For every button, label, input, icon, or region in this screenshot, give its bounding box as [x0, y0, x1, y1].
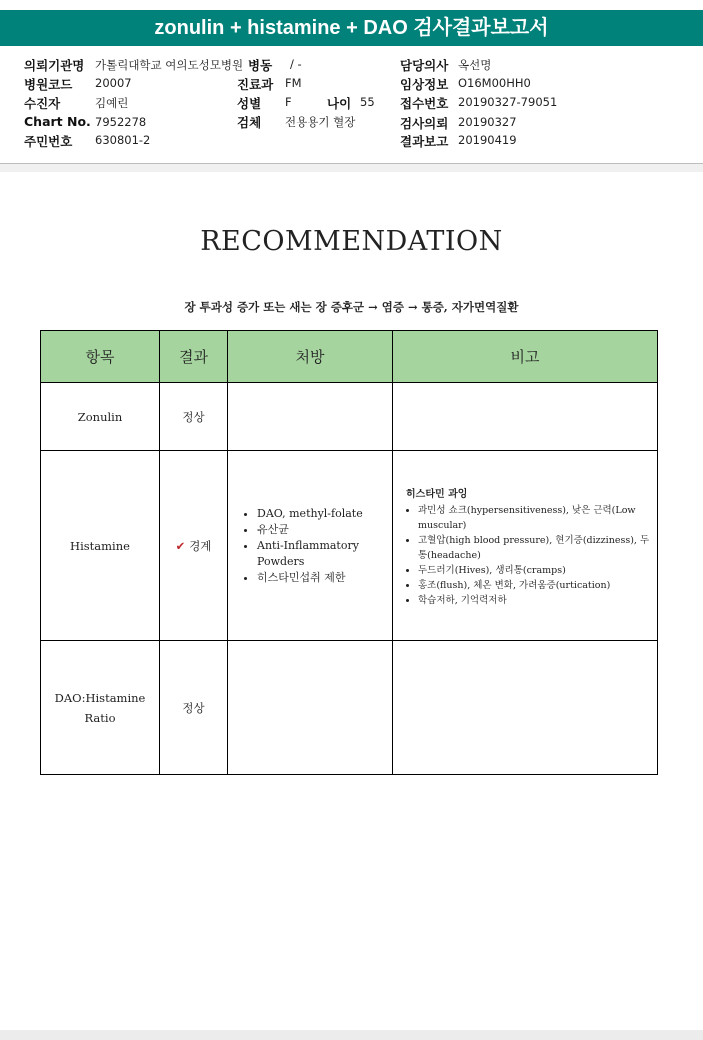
patient-info-panel [0, 52, 703, 164]
list-item: • 홍조(flush), 체온 변화, 가려움증(urtication) [418, 578, 652, 593]
institution-label: 의뢰기관명 [24, 58, 85, 73]
ward-label: 병동 [248, 58, 273, 73]
check-icon: ✔ [175, 538, 186, 553]
notes-cell [393, 641, 658, 775]
result-cell [160, 451, 228, 641]
column-header-notes: 비고 [393, 331, 658, 383]
specimen-label: 검체 [237, 115, 262, 130]
report-title: zonulin + histamine + DAO 검사결과보고서 [0, 10, 703, 46]
list-item: • 학습저하, 기억력저하 [418, 593, 652, 608]
item-cell: DAO:Histamine Ratio [41, 641, 160, 775]
result-cell: 정상 [160, 641, 228, 775]
table-header-row [41, 331, 658, 383]
doctor-label: 담당의사 [400, 58, 449, 73]
prescription-cell [228, 451, 393, 641]
list-item: • 히스타민섭취 제한 [257, 570, 391, 586]
age-label: 나이 [327, 96, 352, 111]
page-gap-band [0, 164, 703, 172]
recommendation-table [40, 330, 658, 775]
chart-no-value: 7952278 [95, 115, 147, 129]
table-row-histamine [41, 451, 658, 641]
request-date-value: 20190327 [458, 115, 517, 129]
list-item: • 두드러기(Hives), 생리통(cramps) [418, 563, 652, 578]
notes-list [394, 503, 656, 608]
prescription-cell [228, 641, 393, 775]
request-date-label: 검사의뢰 [400, 116, 449, 131]
prescription-list [229, 506, 391, 586]
notes-cell [393, 383, 658, 451]
receipt-no-label: 접수번호 [400, 96, 449, 111]
institution-value: 가톨릭대학교 여의도성모병원 [95, 58, 244, 72]
hospital-code-label: 병원코드 [24, 77, 73, 92]
age-value: 55 [360, 95, 375, 109]
examinee-value: 김예린 [95, 96, 129, 110]
list-item: • 고혈압(high blood pressure), 현기증(dizziness), 두통(headache) [418, 533, 652, 563]
list-item: • 유산균 [257, 522, 391, 538]
specimen-value: 전용용기 혈장 [285, 115, 356, 129]
hospital-code-value: 20007 [95, 76, 132, 90]
department-value: FM [285, 76, 302, 90]
item-cell: Histamine [41, 451, 160, 641]
result-value: 경계 [189, 538, 212, 553]
item-cell: Zonulin [41, 383, 160, 451]
examinee-label: 수진자 [24, 96, 61, 111]
recommendation-heading: RECOMMENDATION [200, 226, 503, 257]
table-row-zonulin [41, 383, 658, 451]
column-header-prescription: 처방 [228, 331, 393, 383]
recommendation-subtitle: 장 투과성 증가 또는 새는 장 증후군 → 염증 → 통증, 자가면역질환 [184, 300, 519, 314]
column-header-result: 결과 [160, 331, 228, 383]
id-no-value: 630801-2 [95, 133, 151, 147]
table-row-dao-ratio [41, 641, 658, 775]
list-item: • 과민성 쇼크(hypersensitiveness), 낮은 근력(Low muscular) [418, 503, 652, 533]
list-item: • DAO, methyl-folate [257, 506, 391, 522]
receipt-no-value: 20190327-79051 [458, 95, 558, 109]
result-cell: 정상 [160, 383, 228, 451]
prescription-cell [228, 383, 393, 451]
notes-cell [393, 451, 658, 641]
clinical-info-label: 임상정보 [400, 77, 449, 92]
report-date-value: 20190419 [458, 133, 517, 147]
ward-value: / - [290, 57, 302, 71]
notes-title: 히스타민 과잉 [406, 489, 468, 500]
column-header-item: 항목 [41, 331, 160, 383]
sex-value: F [285, 95, 292, 109]
page-bottom-band [0, 1030, 703, 1040]
clinical-info-value: O16M00HH0 [458, 76, 531, 90]
department-label: 진료과 [237, 77, 274, 92]
id-no-label: 주민번호 [24, 134, 73, 149]
list-item: • Anti-Inflammatory Powders [257, 538, 391, 570]
sex-label: 성별 [237, 96, 262, 111]
doctor-value: 옥선명 [458, 58, 492, 72]
chart-no-label: Chart No. [24, 114, 91, 129]
report-date-label: 결과보고 [400, 134, 449, 149]
